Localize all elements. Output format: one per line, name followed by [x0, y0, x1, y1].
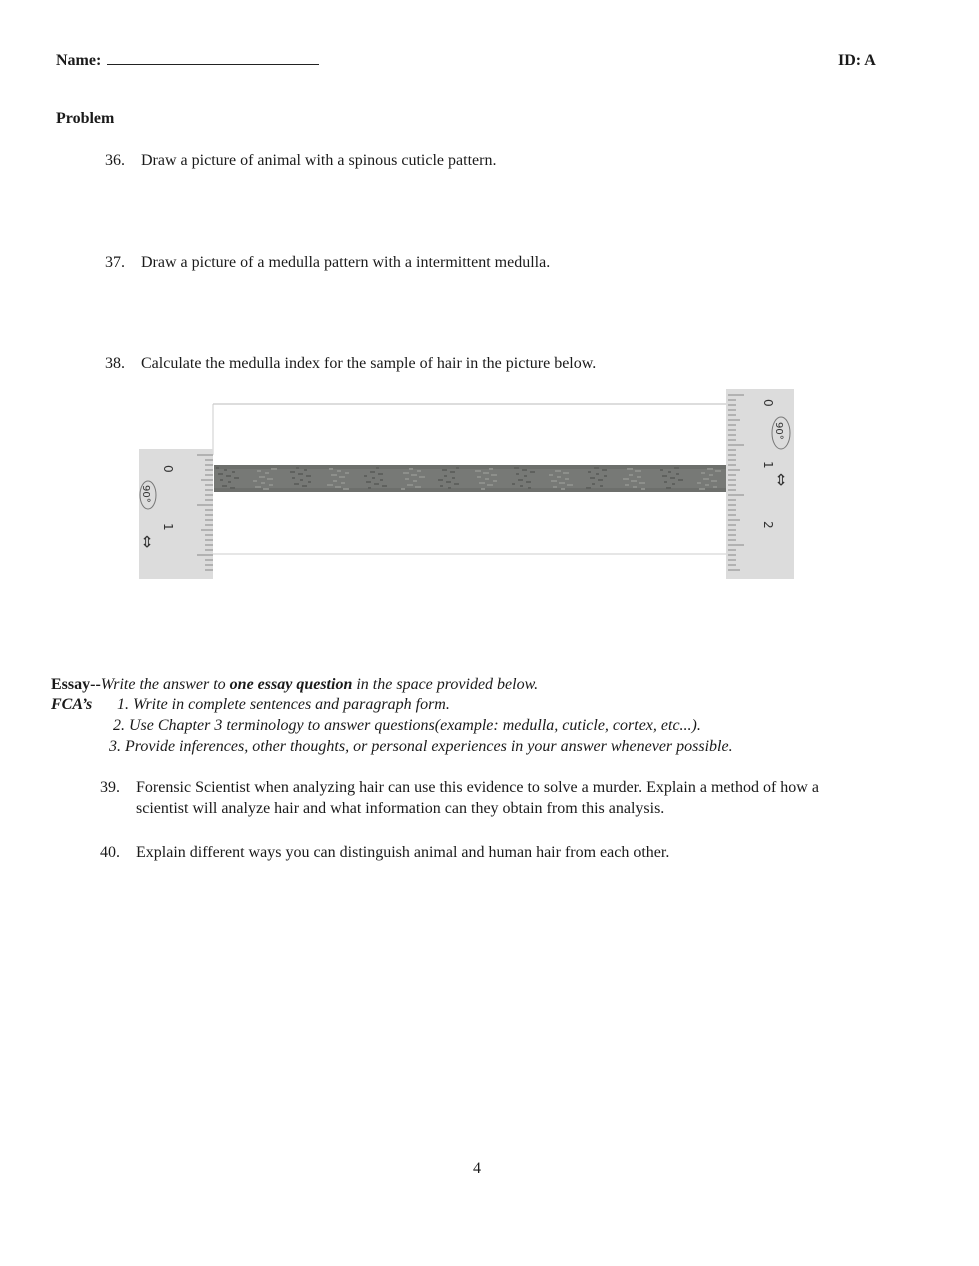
hair-texture-speck: [518, 479, 523, 481]
hair-texture-speck: [672, 483, 675, 485]
question-36: [105, 150, 496, 171]
question-39-continued: scientist will analyze hair and what information can they obtain from this analysis.: [136, 800, 665, 817]
hair-texture-speck: [300, 479, 303, 481]
hair-texture-speck: [586, 487, 591, 489]
hair-texture-speck: [590, 477, 595, 479]
hair-texture-speck: [516, 473, 519, 475]
name-label: Name:: [56, 52, 102, 69]
right-ruler: [726, 389, 794, 579]
hair-texture-speck: [364, 475, 367, 477]
hair-texture-speck: [269, 484, 273, 486]
hair-texture-speck: [234, 477, 239, 479]
hair-texture-speck: [411, 474, 417, 476]
hair-texture-speck: [366, 481, 371, 483]
hair-texture-speck: [666, 487, 671, 489]
question-39: [100, 777, 900, 798]
right-ruler-zero: 0: [761, 399, 775, 407]
left-ruler-one: 1: [161, 523, 175, 531]
hair-texture-speck: [530, 471, 535, 473]
hair-texture-speck: [512, 483, 515, 485]
hair-texture-speck: [489, 468, 493, 470]
hair-texture-speck: [524, 475, 527, 477]
name-blank-line[interactable]: [107, 50, 319, 65]
hair-texture-speck: [709, 474, 713, 476]
hair-texture-speck: [711, 480, 717, 482]
hair-texture-speck: [664, 481, 667, 483]
hair-texture-speck: [487, 484, 493, 486]
hair-texture-speck: [296, 467, 299, 469]
essay-instruction: [51, 674, 538, 695]
hair-texture-speck: [331, 474, 337, 476]
question-text: Draw a picture of animal with a spinous cuticle pattern.: [141, 152, 497, 169]
hair-texture-speck: [633, 486, 637, 488]
hair-texture-speck: [257, 470, 261, 472]
hair-texture-speck: [440, 485, 443, 487]
hair-texture-speck: [588, 471, 591, 473]
question-text-line1: Forensic Scientist when analyzing hair can use this evidence to solve a murder. Explain a method of how a: [136, 779, 819, 796]
hair-texture-speck: [485, 478, 489, 480]
hair-texture-speck: [629, 474, 633, 476]
hair-texture-speck: [668, 471, 671, 473]
question-number: 37.: [105, 254, 125, 271]
hair-texture-speck: [403, 472, 409, 474]
essay-instruction-bold: one essay question: [229, 676, 353, 693]
question-text: Calculate the medulla index for the sample of hair in the picture below.: [141, 355, 597, 372]
fca-item: 3. Provide inferences, other thoughts, or personal experiences in your answer whenever possible.: [109, 738, 733, 755]
hair-texture-speck: [631, 480, 637, 482]
hair-texture-speck: [405, 478, 409, 480]
hair-texture-speck: [263, 488, 269, 490]
question-text: Explain different ways you can distinguish animal and human hair from each other.: [136, 844, 670, 861]
hair-texture-speck: [261, 482, 265, 484]
hair-texture-speck: [265, 472, 269, 474]
hair-texture-speck: [290, 471, 295, 473]
hair-texture-speck: [555, 470, 561, 472]
hair-texture-speck: [641, 488, 645, 490]
left-ruler: [138, 449, 213, 579]
hair-texture-speck: [491, 474, 497, 476]
hair-texture-speck: [598, 479, 603, 481]
hair-texture-speck: [600, 485, 603, 487]
hair-texture-speck: [475, 470, 481, 472]
hair-texture-speck: [623, 478, 629, 480]
question-38: [105, 353, 596, 374]
fca-item: 1. Write in complete sentences and paragraph form.: [117, 696, 450, 713]
question-37: [105, 252, 550, 273]
hair-texture-speck: [678, 479, 683, 481]
hair-texture-speck: [376, 467, 379, 469]
hair-texture-speck: [446, 481, 451, 483]
right-ruler-arrow-icon: ⇔: [772, 473, 791, 487]
hair-texture-speck: [294, 483, 299, 485]
hair-texture-speck: [676, 473, 679, 475]
hair-texture-speck: [567, 484, 573, 486]
hair-texture-speck: [343, 488, 349, 490]
hair-texture-speck: [337, 470, 341, 472]
hair-texture-speck: [232, 471, 235, 473]
hair-texture-speck: [448, 487, 451, 489]
hair-texture-speck: [452, 477, 455, 479]
hair-texture-speck: [602, 469, 607, 471]
hair-texture-speck: [594, 467, 599, 469]
hair-texture-speck: [670, 477, 675, 479]
hair-texture-speck: [401, 488, 405, 490]
hair-texture-speck: [218, 473, 223, 475]
hair-texture-speck: [442, 469, 447, 471]
hair-texture-speck: [292, 477, 295, 479]
page-number: 4: [473, 1160, 481, 1177]
hair-texture-speck: [374, 483, 379, 485]
hair-texture-speck: [662, 475, 667, 477]
hair-texture-speck: [707, 468, 713, 470]
hair-texture-speck: [549, 474, 553, 476]
hair-texture-speck: [368, 487, 371, 489]
left-ruler-angle: 90°: [140, 485, 151, 503]
hair-texture-speck: [627, 468, 633, 470]
hair-texture-speck: [409, 468, 413, 470]
hair-texture-speck: [329, 468, 333, 470]
hair-texture-speck: [228, 481, 231, 483]
hair-texture-speck: [378, 473, 383, 475]
question-number: 36.: [105, 152, 125, 169]
hair-texture-speck: [413, 480, 417, 482]
hair-texture-speck: [417, 470, 421, 472]
hair-texture-speck: [715, 470, 721, 472]
hair-texture-speck: [335, 486, 341, 488]
hair-texture-speck: [444, 475, 447, 477]
hair-texture-speck: [514, 467, 519, 469]
hair-texture-speck: [479, 482, 485, 484]
hair-texture-speck: [306, 475, 311, 477]
hair-texture-speck: [450, 471, 455, 473]
hair-texture-speck: [477, 476, 481, 478]
hair-texture-speck: [528, 487, 531, 489]
right-ruler-two: 2: [761, 521, 775, 529]
left-ruler-arrow-icon: ⇔: [138, 535, 157, 549]
hair-texture-speck: [705, 484, 709, 486]
hair-texture-speck: [559, 482, 565, 484]
hair-texture-speck: [563, 472, 569, 474]
hair-texture-speck: [635, 470, 641, 472]
hair-texture-speck: [604, 475, 607, 477]
essay-instruction-post: in the space provided below.: [352, 676, 539, 693]
hair-texture-speck: [224, 469, 227, 471]
hair-texture-speck: [216, 467, 219, 469]
hair-texture-speck: [339, 476, 345, 478]
hair-texture-speck: [380, 479, 383, 481]
fca-label: FCA’s: [51, 696, 93, 713]
hair-texture-speck: [481, 488, 485, 490]
hair-texture-speck: [596, 473, 599, 475]
hair-texture-speck: [483, 472, 489, 474]
hair-texture-speck: [308, 481, 311, 483]
hair-texture-speck: [522, 469, 527, 471]
hair-texture-speck: [419, 476, 425, 478]
hair-texture-speck: [637, 476, 641, 478]
hair-texture-speck: [255, 486, 261, 488]
hair-texture-speck: [345, 472, 349, 474]
hair-texture-speck: [298, 473, 303, 475]
hair-texture-speck: [407, 484, 413, 486]
left-ruler-zero: 0: [161, 465, 175, 473]
hair-texture-speck: [370, 471, 375, 473]
hair-texture-speck: [551, 480, 557, 482]
name-field: [56, 50, 319, 71]
hair-texture-speck: [333, 480, 337, 482]
question-number: 39.: [100, 779, 120, 796]
hair-texture-speck: [625, 484, 629, 486]
hair-texture-speck: [561, 488, 565, 490]
hair-texture-speck: [697, 482, 701, 484]
hair-texture-speck: [271, 468, 277, 470]
right-ruler-angle: 90°: [773, 422, 784, 440]
problem-heading: Problem: [56, 110, 115, 127]
hair-texture-speck: [493, 480, 497, 482]
right-ruler-one: 1: [761, 461, 775, 469]
id-label: ID: A: [838, 52, 876, 69]
hair-texture-speck: [592, 483, 595, 485]
hair-texture-speck: [415, 486, 421, 488]
hair-texture-speck: [699, 488, 705, 490]
hair-texture-speck: [557, 476, 561, 478]
hair-texture-speck: [454, 483, 459, 485]
hair-texture-speck: [382, 485, 387, 487]
fca-item: 2. Use Chapter 3 terminology to answer questions(example: medulla, cuticle, cortex, etc...).: [113, 717, 701, 734]
hair-texture-speck: [267, 478, 273, 480]
hair-texture-speck: [520, 485, 523, 487]
question-40: [100, 842, 669, 863]
hair-texture-speck: [230, 487, 235, 489]
hair-texture-speck: [713, 486, 717, 488]
hair-texture-speck: [302, 485, 307, 487]
hair-texture-speck: [259, 476, 265, 478]
left-ruler-body: [139, 449, 213, 579]
hair-texture-speck: [674, 467, 679, 469]
question-text: Draw a picture of a medulla pattern with a intermittent medulla.: [141, 254, 551, 271]
hair-texture-speck: [701, 472, 705, 474]
hair-texture-speck: [341, 482, 345, 484]
hair-sample-figure: [130, 385, 800, 585]
question-number: 40.: [100, 844, 120, 861]
hair-texture-speck: [526, 481, 531, 483]
hair-texture-speck: [703, 478, 709, 480]
essay-instruction-pre: Write the answer to: [100, 676, 230, 693]
hair-texture-speck: [456, 467, 459, 469]
hair-texture-speck: [372, 477, 375, 479]
hair-texture-speck: [639, 482, 645, 484]
hair-texture-speck: [327, 484, 333, 486]
essay-heading: Essay--: [51, 676, 101, 693]
hair-texture-speck: [553, 486, 557, 488]
question-number: 38.: [105, 355, 125, 372]
hair-texture-speck: [253, 480, 257, 482]
hair-texture-speck: [304, 469, 307, 471]
hair-texture-speck: [660, 469, 663, 471]
hair-texture-speck: [565, 478, 569, 480]
hair-texture-speck: [226, 475, 231, 477]
hair-texture-speck: [222, 485, 227, 487]
hair-texture-speck: [220, 479, 223, 481]
hair-texture-speck: [438, 479, 443, 481]
